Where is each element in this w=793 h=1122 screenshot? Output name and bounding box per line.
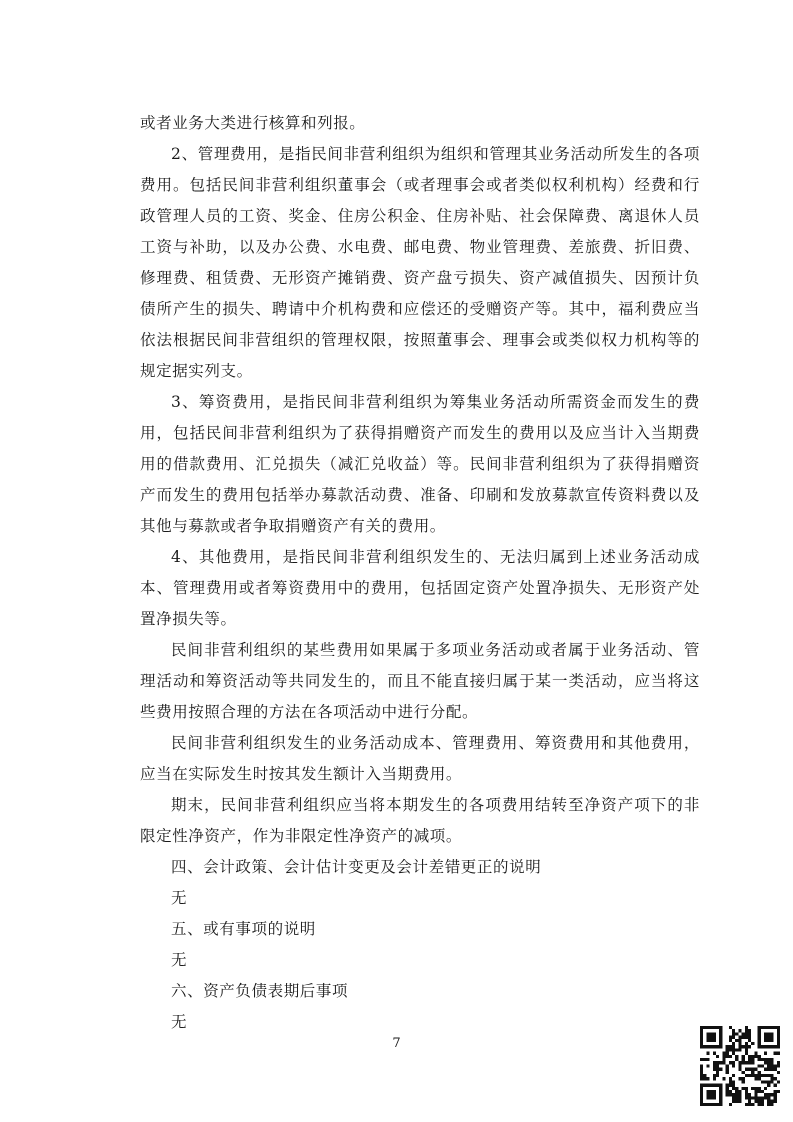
paragraph: 2、管理费用，是指民间非营利组织为组织和管理其业务活动所发生的各项费用。包括民间非营利组织董事会（或者理事会或者类似权利机构）经费和行政管理人员的工资、奖金、住房公积金、住房补贴、社会保障费、离退休人员工资与补助，以及办公费、水电费、邮电费、物业管理费、差旅费、折旧费、修理费、租赁费、无形资产摊销费、资产盘亏损失、资产减值损失、因预计负债所产生的损失、聘请中介机构费和应偿还的受赠资产等。其中，福利费应当依法根据民间非营组织的管理权限，按照董事会、理事会或类似权力机构等的规定据实列支。 bbox=[140, 145, 700, 380]
paragraph: 无 bbox=[171, 951, 188, 969]
paragraph: 民间非营利组织发生的业务活动成本、管理费用、筹资费用和其他费用，应当在实际发生时按其发生额计入当期费用。 bbox=[140, 734, 700, 783]
paragraph: 民间非营利组织的某些费用如果属于多项业务活动或者属于业务活动、管理活动和筹资活动等共同发生的，而且不能直接归属于某一类活动，应当将这些费用按照合理的方法在各项活动中进行分配。 bbox=[140, 641, 700, 721]
paragraph: 六、资产负债表期后事项 bbox=[171, 982, 349, 1000]
paragraph: 4、其他费用，是指民间非营利组织发生的、无法归属到上述业务活动成本、管理费用或者筹资费用中的费用，包括固定资产处置净损失、无形资产处置净损失等。 bbox=[140, 548, 700, 628]
paragraph: 五、或有事项的说明 bbox=[171, 920, 316, 938]
paragraph: 3、筹资费用，是指民间非营利组织为筹集业务活动所需资金而发生的费用，包括民间非营利组织为了获得捐赠资产而发生的费用以及应当计入当期费用的借款费用、汇兑损失（减汇兑收益）等。民间非营利组织为了获得捐赠资产而发生的费用包括举办募款活动费、准备、印刷和发放募款宣传资料费以及其他与募款或者争取捐赠资产有关的费用。 bbox=[140, 393, 700, 535]
page-number: 7 bbox=[392, 1036, 401, 1051]
paragraph: 或者业务大类进行核算和列报。 bbox=[140, 114, 366, 132]
document-body bbox=[140, 108, 700, 1038]
paragraph: 四、会计政策、会计估计变更及会计差错更正的说明 bbox=[171, 858, 542, 876]
qr-code-icon bbox=[700, 1026, 780, 1106]
paragraph: 无 bbox=[171, 889, 188, 907]
paragraph: 无 bbox=[171, 1013, 188, 1031]
paragraph: 期末，民间非营利组织应当将本期发生的各项费用结转至净资产项下的非限定性净资产，作为非限定性净资产的减项。 bbox=[140, 796, 700, 845]
